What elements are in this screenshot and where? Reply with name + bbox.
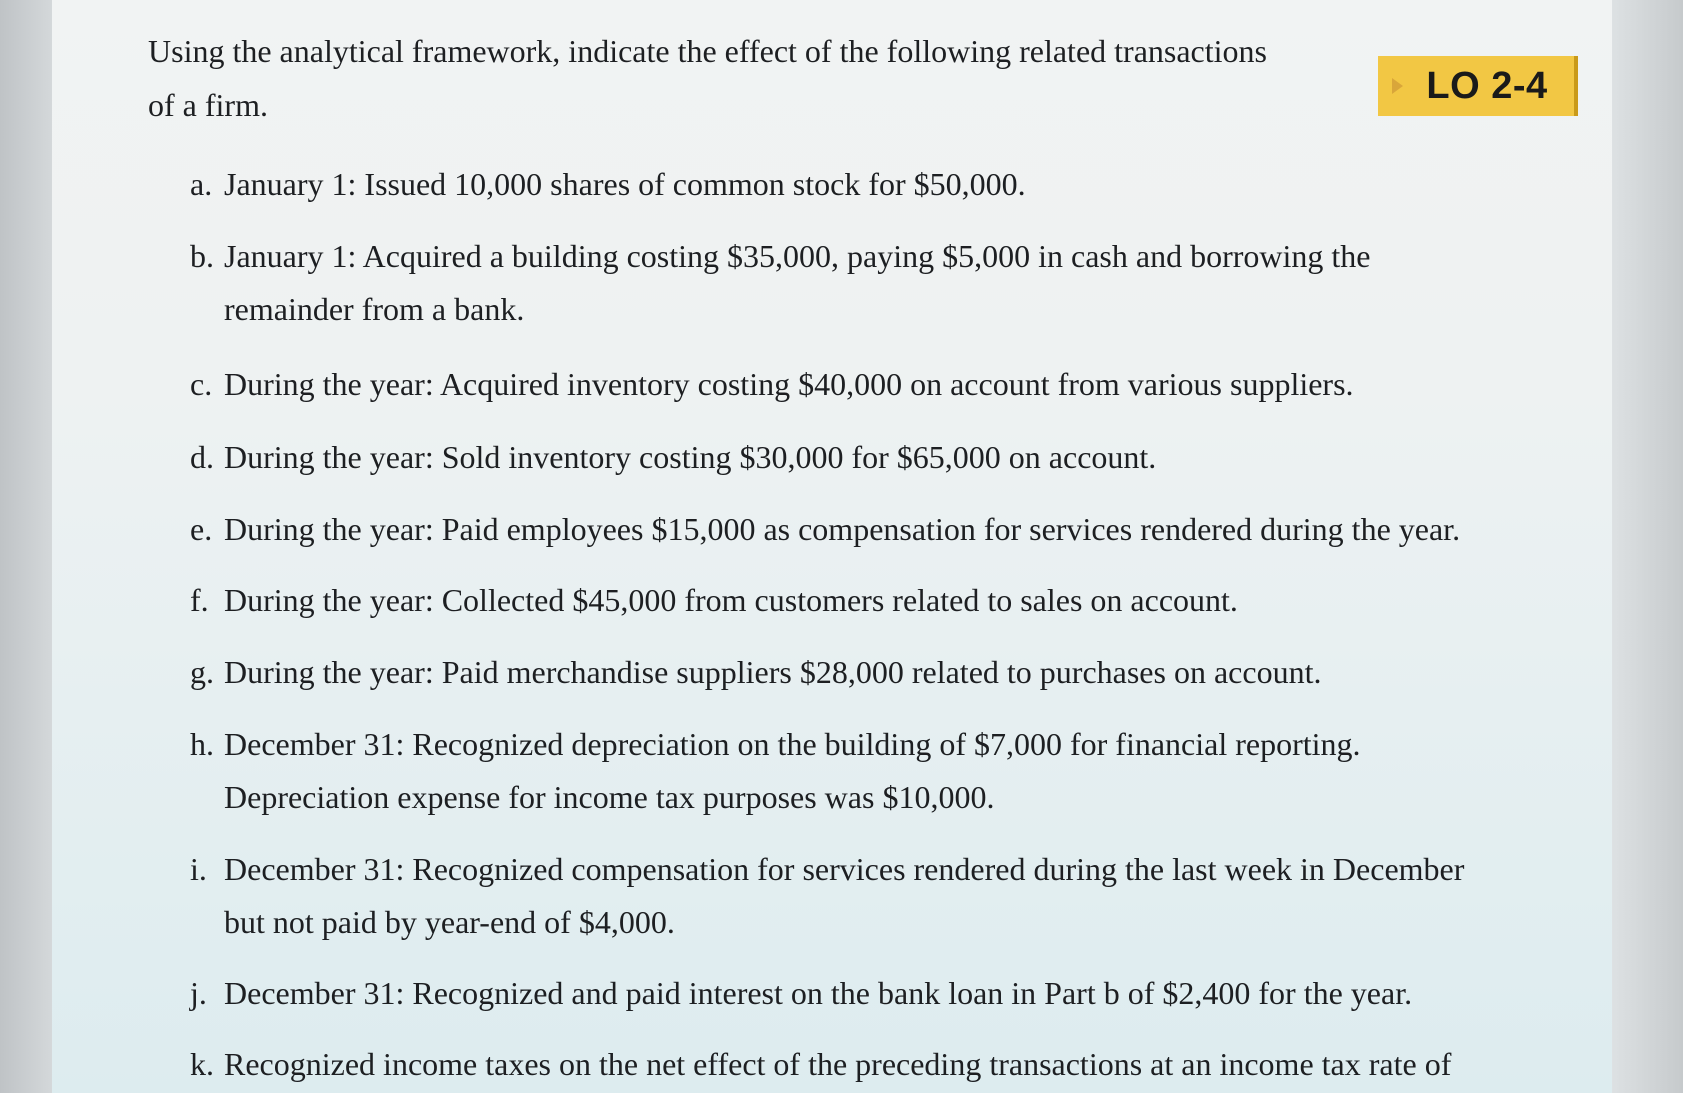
item-letter: i. bbox=[190, 851, 207, 887]
learning-objective-badge bbox=[1378, 56, 1578, 116]
transaction-item-k bbox=[190, 1038, 1560, 1091]
item-letter: b. bbox=[190, 238, 214, 274]
item-letter: d. bbox=[190, 439, 214, 475]
item-text: During the year: Collected $45,000 from customers related to sales on account. bbox=[224, 582, 1238, 618]
learning-objective-label: LO 2-4 bbox=[1426, 64, 1548, 107]
item-text: Recognized income taxes on the net effect of the preceding transactions at an income tax rate of bbox=[224, 1046, 1452, 1082]
item-letter: j. bbox=[190, 975, 207, 1011]
item-text-continued: remainder from a bank. bbox=[224, 291, 525, 327]
item-text: January 1: Acquired a building costing $35,000, paying $5,000 in cash and borrowing the bbox=[224, 238, 1371, 274]
item-text: December 31: Recognized depreciation on the building of $7,000 for financial reporting. bbox=[224, 726, 1361, 762]
transaction-item-c bbox=[190, 358, 1560, 411]
item-text: December 31: Recognized and paid interest on the bank loan in Part b of $2,400 for the year. bbox=[224, 975, 1413, 1011]
transaction-item-f bbox=[190, 574, 1560, 627]
intro-line-2: of a firm. bbox=[148, 87, 268, 123]
item-text: December 31: Recognized compensation for services rendered during the last week in December bbox=[224, 851, 1465, 887]
intro-line-1: Using the analytical framework, indicate the effect of the following related transactions bbox=[148, 33, 1267, 69]
item-text: During the year: Paid employees $15,000 as compensation for services rendered during the year. bbox=[224, 511, 1461, 547]
page-shadow-right bbox=[1612, 0, 1683, 1093]
item-text: During the year: Acquired inventory costing $40,000 on account from various suppliers. bbox=[224, 366, 1354, 402]
item-letter: k. bbox=[190, 1046, 214, 1082]
transaction-item-g bbox=[190, 646, 1560, 699]
transaction-item-h bbox=[190, 718, 1560, 824]
transaction-item-b bbox=[190, 230, 1560, 336]
item-letter: f. bbox=[190, 582, 209, 618]
page-shadow-left bbox=[0, 0, 52, 1093]
transaction-item-e bbox=[190, 503, 1560, 556]
problem-intro bbox=[148, 24, 1348, 132]
transaction-item-d bbox=[190, 431, 1560, 484]
item-text-continued: Depreciation expense for income tax purposes was $10,000. bbox=[224, 779, 995, 815]
item-text: During the year: Paid merchandise suppliers $28,000 related to purchases on account. bbox=[224, 654, 1322, 690]
item-text: During the year: Sold inventory costing $30,000 for $65,000 on account. bbox=[224, 439, 1157, 475]
item-letter: g. bbox=[190, 654, 214, 690]
item-letter: e. bbox=[190, 511, 213, 547]
item-text-continued: but not paid by year-end of $4,000. bbox=[224, 904, 675, 940]
item-letter: a. bbox=[190, 166, 213, 202]
transaction-item-a bbox=[190, 158, 1560, 211]
transaction-item-i bbox=[190, 843, 1560, 949]
item-letter: h. bbox=[190, 726, 214, 762]
item-text: January 1: Issued 10,000 shares of common stock for $50,000. bbox=[224, 166, 1026, 202]
transaction-item-j bbox=[190, 967, 1560, 1020]
play-arrow-icon bbox=[1392, 78, 1403, 94]
item-letter: c. bbox=[190, 366, 213, 402]
